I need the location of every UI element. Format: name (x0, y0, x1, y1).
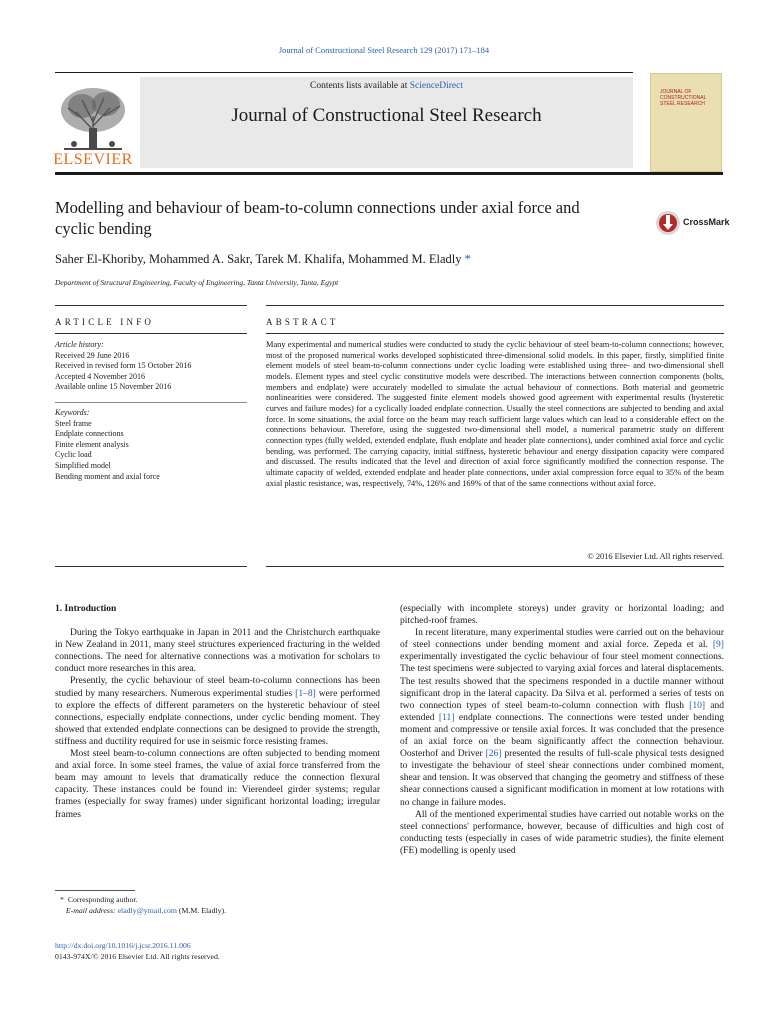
paragraph-text: In recent literature, many experimental studies were carried out on the behaviour of steel connections under bending moment and axial force. Zepeda et al. (400, 627, 724, 651)
corresponding-label: Corresponding author. (67, 895, 138, 904)
journal-name: Journal of Constructional Steel Research (231, 105, 542, 126)
info-bottom-rule (55, 566, 247, 567)
reference-link[interactable]: [1–8] (295, 687, 316, 699)
contents-line (140, 81, 633, 91)
crossmark-badge[interactable] (655, 210, 728, 236)
sciencedirect-link[interactable]: ScienceDirect (409, 81, 463, 91)
paragraph-text: presented the results of full-scale physical tests designed to investigate the behaviour of steel shear connections under combined moment, shear and tension. It was observed that changing the geometry and stiffness of these shear connections caused a significant modification in moment at low rotations with no change in failure modes. (400, 748, 724, 808)
header-bottom-rule (55, 172, 723, 175)
abstract-top-rule (266, 305, 724, 306)
abstract-bottom-rule (266, 566, 724, 567)
author-list (55, 252, 471, 267)
history-item: Received in revised form 15 October 2016 (55, 361, 192, 371)
authors-text: Saher El-Khoriby, Mohammed A. Sakr, Tarek M. Khalifa, Mohammed M. Eladly (55, 252, 462, 266)
keyword-item: Endplate connections (55, 429, 124, 439)
body-paragraph (55, 675, 380, 748)
crossmark-label: CrossMark (683, 217, 730, 227)
abstract-heading: ABSTRACT (266, 317, 339, 327)
email-note (60, 905, 380, 916)
footnote-rule (55, 890, 135, 891)
history-item: Accepted 4 November 2016 (55, 371, 145, 381)
cover-title: JOURNAL OF CONSTRUCTIONAL STEEL RESEARCH (660, 89, 707, 107)
body-paragraph: During the Tokyo earthquake in Japan in 2011 and the Christchurch earthquake in New Zealand in 2011, many steel structures experienced fracturing in the welded connections. The need for alternative connections was a motivation for scholars to conduct more researches in this area. (55, 627, 380, 675)
abstract-head-rule (266, 333, 724, 334)
keyword-item: Cyclic load (55, 450, 92, 460)
paragraph-text: and extended (400, 699, 724, 723)
doi-link[interactable]: http://dx.doi.org/10.1016/j.jcsr.2016.11.006 (55, 941, 191, 950)
keywords-divider (55, 402, 247, 403)
body-paragraph (400, 627, 724, 808)
keyword-item: Bending moment and axial force (55, 471, 160, 481)
email-link[interactable]: eladly@ymail.com (117, 906, 177, 915)
keyword-item: Simplified model (55, 460, 111, 470)
journal-citation-link[interactable]: Journal of Constructional Steel Research 129 (2017) 171–184 (278, 45, 490, 55)
article-title: Modelling and behaviour of beam-to-column connections under axial force and cyclic bending (55, 198, 580, 238)
doi-block (55, 940, 220, 962)
corresponding-author-mark[interactable]: * (464, 252, 471, 266)
crossmark-icon (655, 210, 681, 236)
paragraph-text: Presently, the cyclic behaviour of steel beam-to-column connections has been studied by many researchers. Numerous experimental studies (55, 675, 380, 699)
footnote-mark: * (60, 895, 64, 904)
keyword-item: Steel frame (55, 418, 92, 428)
abstract-text: Many experimental and numerical studies were conducted to study the cyclic behaviour of steel beam-to-column connections; however, most of the proposed numerical works developed sophisticated three-dimensional solid models. In this paper, firstly, simplified finite element models of steel beam-to-column connections under cyclic loading were established using three- and two-dimensional shell models. Element types and steel cyclic constitutive models were described. The interactions between connection components (bolts, members and endplate) were accurately modelled to simulate the actual behaviour of connections. Both material and geometric nonlinearities were considered. The suggested finite element models showed good agreement with experimental results (hysteretic curves and failure modes) for a cyclically loaded endplate connection. Usually the steel connections are subjected to bending and axial force. In some situations, the axial force on the beam may reach sufficient large values which can lead to a considerable effect on the connections behaviour. Therefore, using the suggested two-dimensional shell model, a numerical parametric study on different connection types (fully welded, extended endplate, flush endplate and header plate connections), under combined axial force and cyclic bending, was performed. The carrying capacity, initial stiffness, hysteretic behaviour and energy dissipation capacity were compared and discussed. The results indicated that the level and direction of axial force significantly modified the connection response. The ultimate capacity of welded, extended endplate and header plate connections, under axial compression force equal to 35% of the beam axial plastic resistance, was, respectively, 74%, 126% and 169% of that of the same connections without axial force. (266, 340, 724, 488)
paragraph-text: experimentally investigated the cyclic behaviour of four steel moment connections. The test specimens were subjected to varying axial forces and lateral displacements. The test results showed that the specimens responded in a ductile manner without significant drop in the lateral capacity. Da Silva et al. performed a series of tests on two connection types of steel beam-to-column connection with flush (400, 651, 724, 711)
contents-prefix: Contents lists available at (309, 81, 410, 91)
body-paragraph: Most steel beam-to-column connections are often subjected to bending moment and axial force. In some steel frames, the value of axial force transferred from the beam may amount to levels that dramatically reduce the connection flexural capacity. These instances could be found in: Vierendeel girder systems; regular frames (especially for sway frames) under significant horizontal loading; irregular frames (55, 748, 380, 820)
history-item: Available online 15 November 2016 (55, 382, 172, 392)
keywords-label: Keywords: (55, 408, 90, 417)
elsevier-wordmark: ELSEVIER (53, 151, 133, 168)
history-item: Received 29 June 2016 (55, 350, 130, 360)
journal-cover-thumbnail[interactable] (650, 73, 722, 172)
history-label: Article history: (55, 340, 104, 349)
footnote-corresponding (60, 894, 380, 916)
header-top-rule (55, 72, 633, 73)
info-head-rule (55, 333, 247, 334)
keyword-item: Finite element analysis (55, 439, 129, 449)
article-history (55, 340, 247, 393)
email-owner: (M.M. Eladly). (178, 906, 227, 915)
affiliation: Department of Structural Engineering, Faculty of Engineering, Tanta University, Tanta, Egypt (55, 278, 339, 287)
corresponding-note (60, 894, 380, 905)
abstract-copyright: © 2016 Elsevier Ltd. All rights reserved. (587, 552, 724, 561)
reference-link[interactable]: [11] (438, 711, 455, 723)
reference-link[interactable]: [10] (689, 699, 706, 711)
info-top-rule (55, 305, 247, 306)
paragraph-text: were performed to explore the effects of different parameters on the hysteretic behaviour of steel connections, especially endplate connections, under cyclic bending moment. They showed that extended endplate connections can be designed to provide the strength, stiffness and ductility required for use in seismic force resisting frames. (55, 687, 380, 747)
issn-line: 0143-974X/© 2016 Elsevier Ltd. All rights reserved. (55, 952, 220, 961)
keywords (55, 408, 247, 482)
body-column-right (400, 603, 724, 857)
reference-link[interactable]: [26] (485, 748, 502, 760)
body-paragraph: (especially with incomplete storeys) under gravity or horizontal loading; and pitched-roof frames. (400, 603, 724, 627)
body-paragraph: All of the mentioned experimental studies have carried out notable works on the steel connections' performance, however, because of difficulties and high cost of conducting tests (especially in cases of wide parametric studies), the finite element (FE) modelling is openly used (400, 808, 724, 856)
section-heading-introduction: 1. Introduction (55, 603, 117, 614)
paragraph-text: endplate connections. The connections were tested under bending moment and compressive or tensile axial forces. It was concluded that the presence of an axial force on the beam significantly affect the connection behaviour. Oosterhof and Driver (400, 711, 724, 760)
email-label: E-mail address: (65, 906, 116, 915)
article-info-heading: ARTICLE INFO (55, 317, 155, 327)
reference-link[interactable]: [9] (712, 639, 724, 651)
body-column-left (55, 603, 380, 821)
